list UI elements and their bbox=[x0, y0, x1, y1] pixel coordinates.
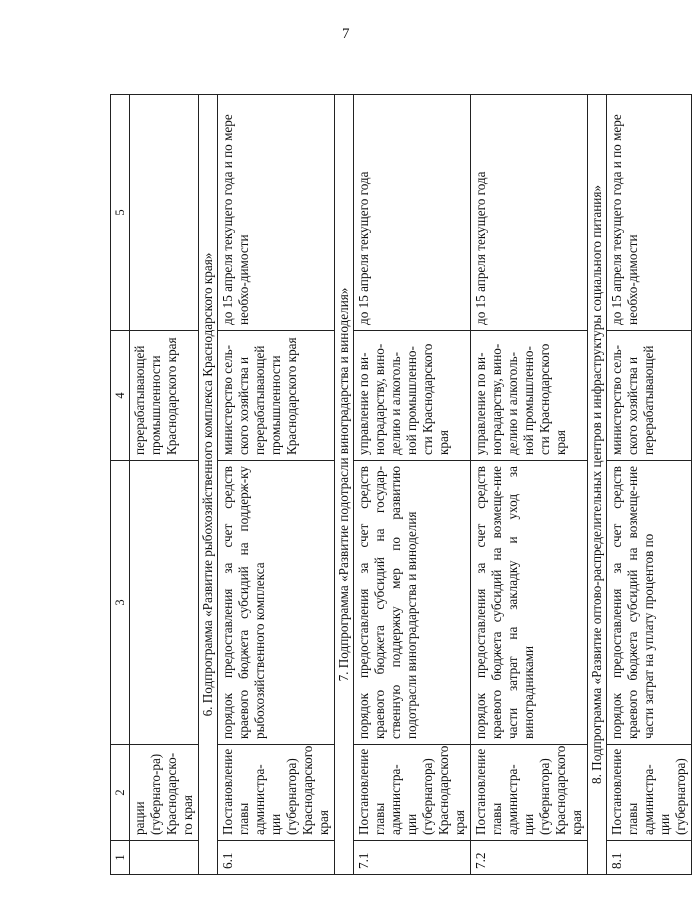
agency-cell: управление по ви-ноградарству, вино-делию и алкоголь-ной промышленно-сти Краснодарского края bbox=[354, 331, 471, 461]
rotated-table-container bbox=[110, 95, 688, 875]
doc-cell: Постановление главы администра-ции (губернатора) Краснодарского края bbox=[471, 745, 588, 841]
section-title-row bbox=[199, 95, 218, 875]
deadline-cell: до 15 апреля текущего года и по мере необхо-димости bbox=[218, 95, 335, 331]
agency-cell: управление по ви-ноградарству, вино-делию и алкоголь-ной промышленно-сти Краснодарского края bbox=[471, 331, 588, 461]
num-cell bbox=[130, 841, 199, 875]
agency-cell: перерабатывающей промышленности Краснодарского края bbox=[130, 331, 199, 461]
desc-cell: порядок предоставления за счет средств краевого бюджета субсидий на поддерж-ку рыбохозяйственного комплекса bbox=[218, 461, 335, 745]
num-cell: 8.1 bbox=[607, 841, 692, 875]
continuation-row bbox=[130, 95, 199, 875]
section-title-row bbox=[335, 95, 354, 875]
doc-cell: Постановление главы администра-ции (губернатора) Краснодарского края bbox=[218, 745, 335, 841]
page-number: 7 bbox=[342, 26, 350, 42]
num-cell: 7.2 bbox=[471, 841, 588, 875]
section-title-row bbox=[588, 95, 607, 875]
table-row bbox=[607, 95, 692, 875]
table-row bbox=[218, 95, 335, 875]
doc-cell: Постановление главы администра-ции (губернатора) Краснодарского края bbox=[354, 745, 471, 841]
deadline-cell: до 15 апреля текущего года bbox=[354, 95, 471, 331]
agency-cell: министерство сель-ского хозяйства и перерабатывающей промышленности Краснодарского края bbox=[218, 331, 335, 461]
section-title: 6. Подпрограмма «Развитие рыбохозяйственного комплекса Краснодарского края» bbox=[199, 95, 218, 875]
header-cell: 5 bbox=[111, 95, 130, 331]
section-title: 7. Подпрограмма «Развитие подотрасли виноградарства и виноделия» bbox=[335, 95, 354, 875]
deadline-cell: до 15 апреля текущего года и по мере необхо-димости bbox=[607, 95, 692, 331]
num-cell: 7.1 bbox=[354, 841, 471, 875]
desc-cell: порядок предоставления за счет средств краевого бюджета субсидий на возмеще-ние части затрат на уплату процентов по bbox=[607, 461, 692, 745]
header-cell: 4 bbox=[111, 331, 130, 461]
desc-cell: порядок предоставления за счет средств краевого бюджета субсидий на государ-ственную поддержку мер по развитию подотрасли виноградарства и виноделия bbox=[354, 461, 471, 745]
table-row bbox=[354, 95, 471, 875]
section-title: 8. Подпрограмма «Развитие оптово-распределительных центров и инфраструктуры социального питания» bbox=[588, 95, 607, 875]
num-cell: 6.1 bbox=[218, 841, 335, 875]
header-row bbox=[111, 95, 130, 875]
header-cell: 2 bbox=[111, 745, 130, 841]
doc-cell: рации (губернато-ра) Краснодарско-го края bbox=[130, 745, 199, 841]
table-row bbox=[471, 95, 588, 875]
desc-cell bbox=[130, 461, 199, 745]
agency-cell: министерство сель-ского хозяйства и перерабатывающей bbox=[607, 331, 692, 461]
deadline-cell bbox=[130, 95, 199, 331]
header-cell: 1 bbox=[111, 841, 130, 875]
doc-cell: Постановление главы администра-ции (губернатора) bbox=[607, 745, 692, 841]
programs-table bbox=[110, 94, 692, 875]
desc-cell: порядок предоставления за счет средств краевого бюджета субсидий на возмеще-ние части затрат на закладку и уход за виноградниками bbox=[471, 461, 588, 745]
deadline-cell: до 15 апреля текущего года bbox=[471, 95, 588, 331]
header-cell: 3 bbox=[111, 461, 130, 745]
